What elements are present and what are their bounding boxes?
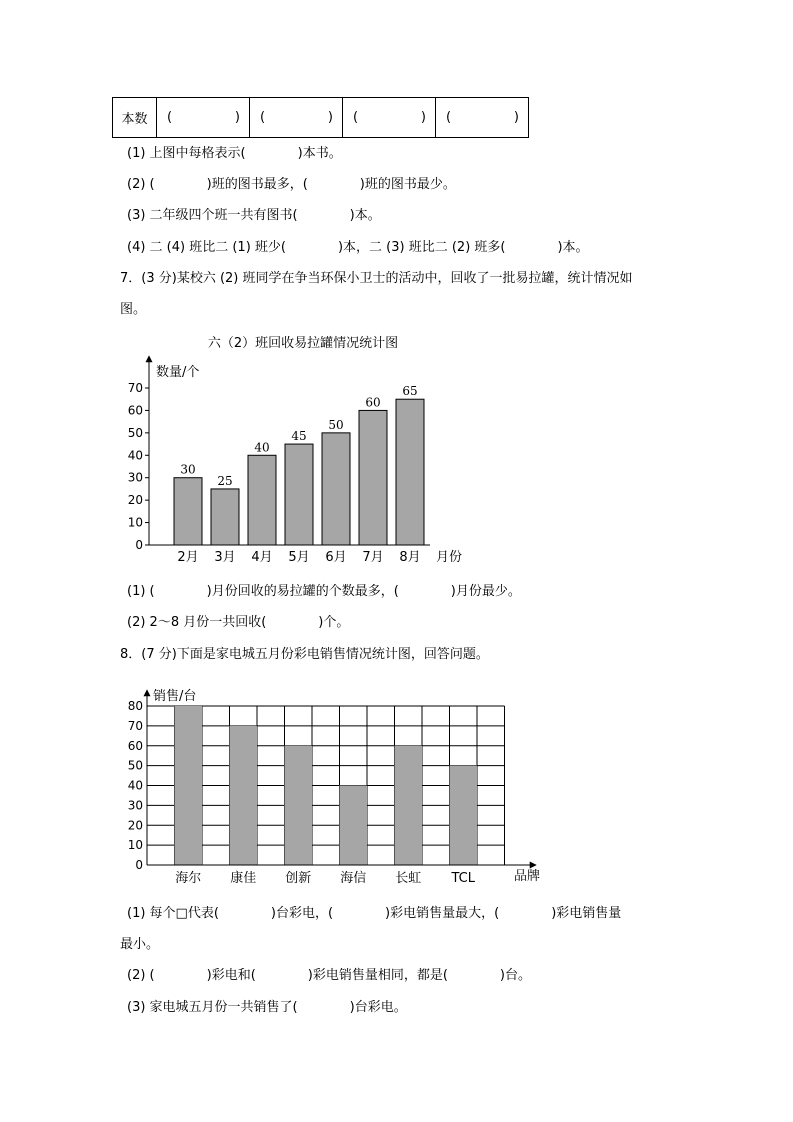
- chart-2-ytick-label: 60: [127, 738, 143, 753]
- chart-1-bar: [285, 444, 313, 545]
- chart-2-xtick-label: 海信: [340, 871, 367, 886]
- chart-1-title: 六（2）班回收易拉罐情况统计图: [207, 336, 399, 351]
- q7-intro-line-2: 图。: [120, 302, 147, 317]
- chart-2-xlabel: 品牌: [514, 869, 541, 884]
- table-cell: ( ): [343, 98, 436, 138]
- chart-1-bar: [322, 433, 350, 545]
- chart-1-data-label: 65: [402, 384, 418, 399]
- chart-1-xtick-label: 6月: [325, 550, 347, 565]
- chart-1-data-label: 50: [328, 417, 344, 432]
- chart-2-xtick-label: TCL: [451, 871, 475, 886]
- chart-1-ytick-label: 0: [135, 538, 143, 552]
- tv-sales-grid-chart: [128, 688, 540, 886]
- chart-1-bar: [211, 489, 239, 545]
- recycling-bar-chart: [128, 335, 462, 565]
- chart-2-bar: [230, 726, 258, 865]
- q6-line-2: (2) ( )班的图书最多，( )班的图书最少。: [127, 177, 456, 192]
- chart-1-xtick-label: 5月: [288, 550, 310, 565]
- chart-1-xtick-label: 7月: [362, 550, 384, 565]
- chart-1-ytick-label: 50: [127, 425, 143, 440]
- table-cell: ( ): [250, 98, 343, 138]
- q6-line-1: (1) 上图中每格表示( )本书。: [127, 146, 342, 161]
- chart-2-bar: [450, 766, 478, 865]
- chart-2-ytick-label: 20: [127, 818, 143, 833]
- q8-line-3: (3) 家电城五月份一共销售了( )台彩电。: [127, 1000, 407, 1015]
- chart-1-data-label: 25: [217, 473, 233, 488]
- q8-line-2: (2) ( )彩电和( )彩电销售量相同，都是( )台。: [127, 968, 531, 983]
- chart-1-ytick-label: 10: [127, 515, 143, 530]
- chart-2-xtick-label: 创新: [285, 871, 312, 886]
- q6-line-3: (3) 二年级四个班一共有图书( )本。: [127, 208, 381, 223]
- table-cell: ( ): [436, 98, 529, 138]
- chart-1-ytick-label: 20: [127, 493, 143, 508]
- chart-2-bar: [285, 746, 313, 865]
- chart-1-xtick-label: 3月: [214, 550, 236, 565]
- chart-2-ytick-label: 0: [135, 858, 143, 872]
- chart-1-bar: [396, 399, 424, 545]
- q7-line-1: (1) ( )月份回收的易拉罐的个数最多，( )月份最少。: [127, 584, 521, 599]
- chart-1-bar: [174, 478, 202, 545]
- chart-2-ylabel: 销售/台: [153, 689, 197, 704]
- chart-2-bar: [340, 786, 368, 866]
- chart-1-ytick-label: 30: [127, 470, 143, 485]
- q6-line-4: (4) 二 (4) 班比二 (1) 班少( )本，二 (3) 班比二 (2) 班多( )本。: [127, 240, 589, 255]
- q8-intro: 8．(7 分)下面是家电城五月份彩电销售情况统计图，回答问题。: [120, 647, 489, 662]
- chart-2-ytick-label: 40: [127, 778, 143, 793]
- chart-2-ytick-label: 50: [127, 758, 143, 773]
- chart-1-xtick-label: 2月: [177, 550, 199, 565]
- chart-2-xtick-label: 长虹: [395, 871, 422, 886]
- chart-1-ytick-label: 60: [127, 403, 143, 418]
- q8-line-1: (1) 每个□代表( )台彩电，( )彩电销售量最大，( )彩电销售量: [127, 906, 622, 921]
- chart-2-xtick-label: 海尔: [175, 871, 202, 886]
- chart-2-bar: [175, 706, 203, 865]
- chart-2-xtick-label: 康佳: [230, 871, 257, 886]
- table-cell: ( ): [157, 98, 250, 138]
- chart-2-bar: [395, 746, 423, 865]
- chart-1-xtick-label: 8月: [399, 550, 421, 565]
- chart-1-ytick-label: 40: [127, 448, 143, 463]
- chart-2-ytick-label: 80: [127, 699, 143, 713]
- chart-1-data-label: 60: [365, 395, 381, 410]
- table-row-label: 本数: [113, 98, 157, 138]
- chart-1-data-label: 45: [291, 429, 307, 444]
- chart-1-data-label: 40: [254, 440, 270, 455]
- q7-line-2: (2) 2～8 月份一共回收( )个。: [127, 615, 350, 630]
- chart-1-bar: [359, 410, 387, 545]
- chart-1-xlabel: 月份: [436, 550, 463, 565]
- chart-1-xtick-label: 4月: [251, 550, 273, 565]
- chart-2-ytick-label: 10: [127, 838, 143, 853]
- chart-2-ytick-label: 70: [127, 718, 143, 733]
- q7-intro-line-1: 7．(3 分)某校六 (2) 班同学在争当环保小卫士的活动中，回收了一批易拉罐，统计情况如: [120, 271, 633, 286]
- chart-2-ytick-label: 30: [127, 798, 143, 813]
- chart-1-data-label: 30: [180, 462, 196, 477]
- chart-1-ylabel: 数量/个: [156, 365, 200, 380]
- q8-line-1-cont: 最小。: [120, 937, 160, 952]
- chart-1-bar: [248, 455, 276, 545]
- chart-1-ytick-label: 70: [127, 381, 143, 395]
